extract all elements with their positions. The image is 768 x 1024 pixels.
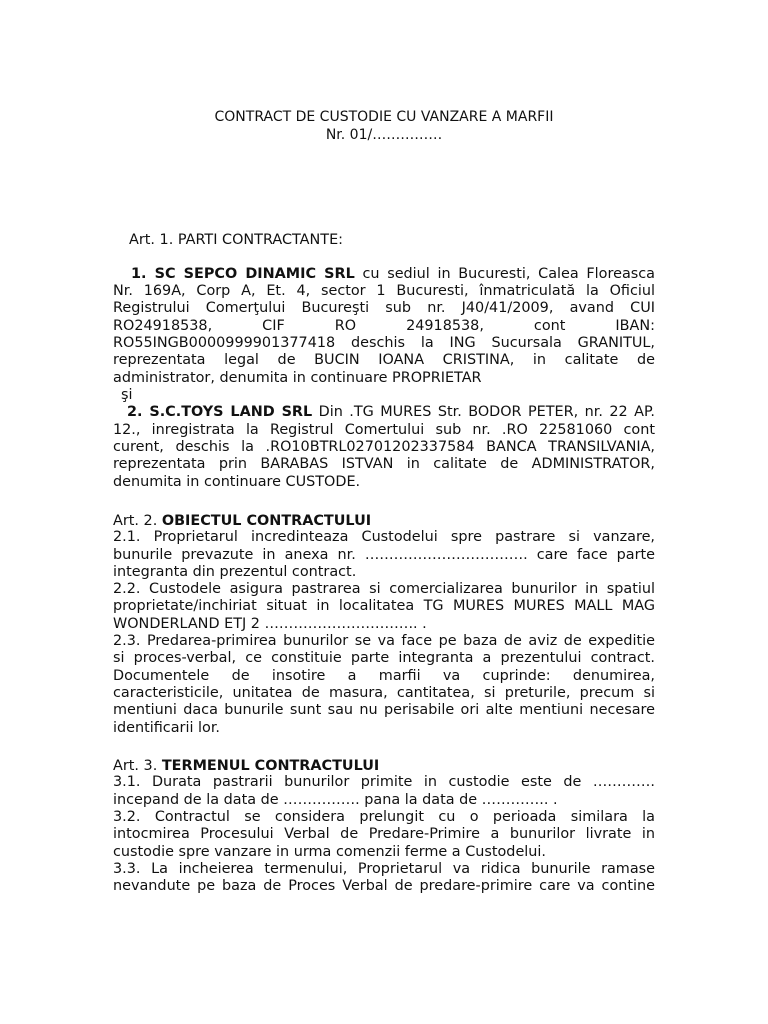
contract-number: Nr. 01/…………… [325,127,443,143]
art2-line-4: proprietate/inchiriat situat in localitatea TG MURES MURES MALL MAG [113,598,655,614]
art2-line-9: caracteristicile, unitatea de masura, cantitatea, si preturile, precum si [113,685,655,701]
conjunction: şi [121,387,133,403]
art3-line-3: intocmirea Procesului Verbal de Predare-Primire a bunurilor livrate in [113,826,655,842]
art2-line-11: identificarii lor. [113,720,221,736]
art3-line-4: custodie spre vanzare in urma comenzii ferme a Custodelui. [113,844,546,860]
art3-line-2: 3.2. Contractul se considera prelungit cu o perioada similara la [113,809,655,825]
party1-line-6: administrator, denumita in continuare PROPRIETAR [113,370,482,386]
art2-heading: Art. 2. OBIECTUL CONTRACTULUI [113,513,372,529]
party1-name: 1. SC SEPCO DINAMIC SRL [131,266,355,282]
art2-line-7: si proces-verbal, ce constituie parte integranta a prezentului contract. [113,650,655,666]
art2-line-1: bunurile prevazute in anexa nr. ……………………………. care face parte [113,547,655,563]
party1-line-1: Nr. 169A, Corp A, Et. 4, sector 1 Bucuresti, înmatriculată la Oficiul [113,283,655,299]
party2-line-0: 2. S.C.TOYS LAND SRL Din .TG MURES Str. BODOR PETER, nr. 22 AP. [127,404,655,420]
party2-line-3: reprezentata prin BARABAS ISTVAN in calitate de ADMINISTRATOR, [113,456,655,472]
party1-line-5: reprezentata legal de BUCIN IOANA CRISTINA, in calitate de [113,352,655,368]
party1-line-0: 1. SC SEPCO DINAMIC SRL cu sediul in Bucuresti, Calea Floreasca [131,266,655,282]
art2-line-0: 2.1. Proprietarul incredinteaza Custodelui spre pastrare si vanzare, [113,529,655,545]
art2-line-5: WONDERLAND ETJ 2 ………………………….. . [113,616,427,632]
party1-line-3: RO24918538, CIF RO 24918538, cont IBAN: [113,318,655,334]
art3-heading: Art. 3. TERMENUL CONTRACTULUI [113,758,380,774]
art3-line-1: incepand de la data de ……………. pana la data de ………….. . [113,792,558,808]
art2-line-3: 2.2. Custodele asigura pastrarea si comercializarea bunurilor in spatiul [113,581,655,597]
party2-line-2: curent, deschis la .RO10BTRL02701202337584 BANCA TRANSILVANIA, [113,439,655,455]
party1-line-4: RO55INGB0000999901377418 deschis la ING Sucursala GRANITUL, [113,335,655,351]
art2-line-8: Documentele de insotire a marfii va cuprinde: denumirea, [113,668,655,684]
art3-line-6: nevandute pe baza de Proces Verbal de predare-primire care va contine [113,878,655,894]
art2-line-10: mentiuni daca bunurile sunt sau nu perisabile ori alte mentiuni necesare [113,702,655,718]
party2-name: 2. S.C.TOYS LAND SRL [127,404,313,420]
art2-line-6: 2.3. Predarea-primirea bunurilor se va face pe baza de aviz de expeditie [113,633,655,649]
art2-line-2: integranta din prezentul contract. [113,564,357,580]
party2-line-1: 12., inregistrata la Registrul Comertului sub nr. .RO 22581060 cont [113,422,655,438]
contract-title: CONTRACT DE CUSTODIE CU VANZARE A MARFII [214,109,554,125]
art1-heading: Art. 1. PARTI CONTRACTANTE: [129,232,344,248]
art3-line-5: 3.3. La incheierea termenului, Proprietarul va ridica bunurile ramase [113,861,655,877]
party2-line-4: denumita in continuare CUSTODE. [113,474,361,490]
art3-line-0: 3.1. Durata pastrarii bunurilor primite in custodie este de …………. [113,774,655,790]
party1-line-2: Registrului Comerţului Bucureşti sub nr. J40/41/2009, avand CUI [113,300,655,316]
